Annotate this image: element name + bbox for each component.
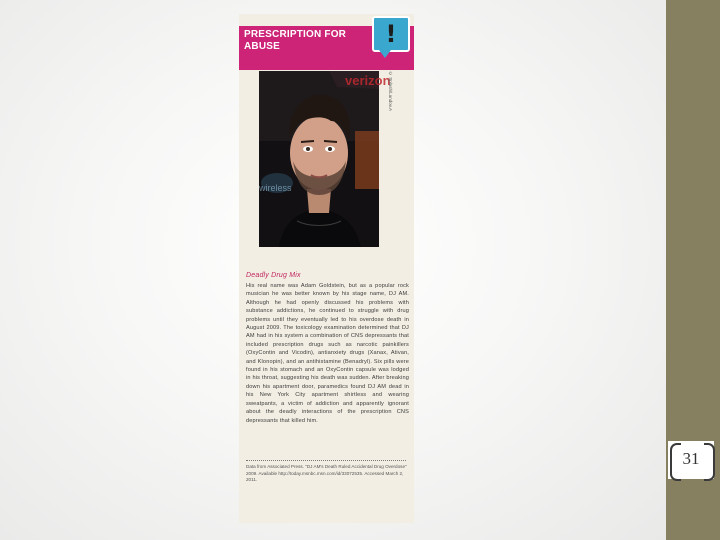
source-divider [246,460,406,461]
page-number: 31 [682,449,700,468]
photo-credit: © Splash/Landov.A [388,71,393,111]
book-page-scan [239,14,414,523]
article-body: His real name was Adam Goldstein, but as a popular rock musician he was better known by his stage name, DJ AM. Although he had openly discussed his problems with substance addictions, he continued to struggle with drug problems until they eventually led to his overdose death in August 2009. The toxicology examination determined that DJ AM had in his system a combination of CNS depressants that included prescription drugs such as narcotic painkillers (OxyContin and Vicodin), antianxiety drugs (Xanax, Ativan, and Klonopin), and an antihistamine (Benadryl). Six pills were found in his stomach and an OxyContin capsule was lodged in his throat, suggesting his death was sudden. After breaking down his apartment door, paramedics found DJ AM dead in his New York City apartment shirtless and wearing sweatpants, a victim of addiction and apparently ignorant about the deadly interactions of the prescription CNS depressants that killed him. [246,283,409,424]
svg-text:wireless: wireless [259,183,292,193]
svg-text:verizon: verizon [345,73,391,88]
speech-bubble-tail [379,50,391,58]
source-citation: Data from Associated Press. "DJ AM's Death Ruled Accidental Drug Overdose" 2009. Available http://today.msnbc.msn.com/id/33072535. Accessed March 2, 2011. [246,464,407,483]
exclamation-speech-bubble-icon: ! [372,16,410,52]
article-heading: Deadly Drug Mix [246,272,301,279]
header-title: PRESCRIPTION FOR ABUSE [244,29,347,52]
